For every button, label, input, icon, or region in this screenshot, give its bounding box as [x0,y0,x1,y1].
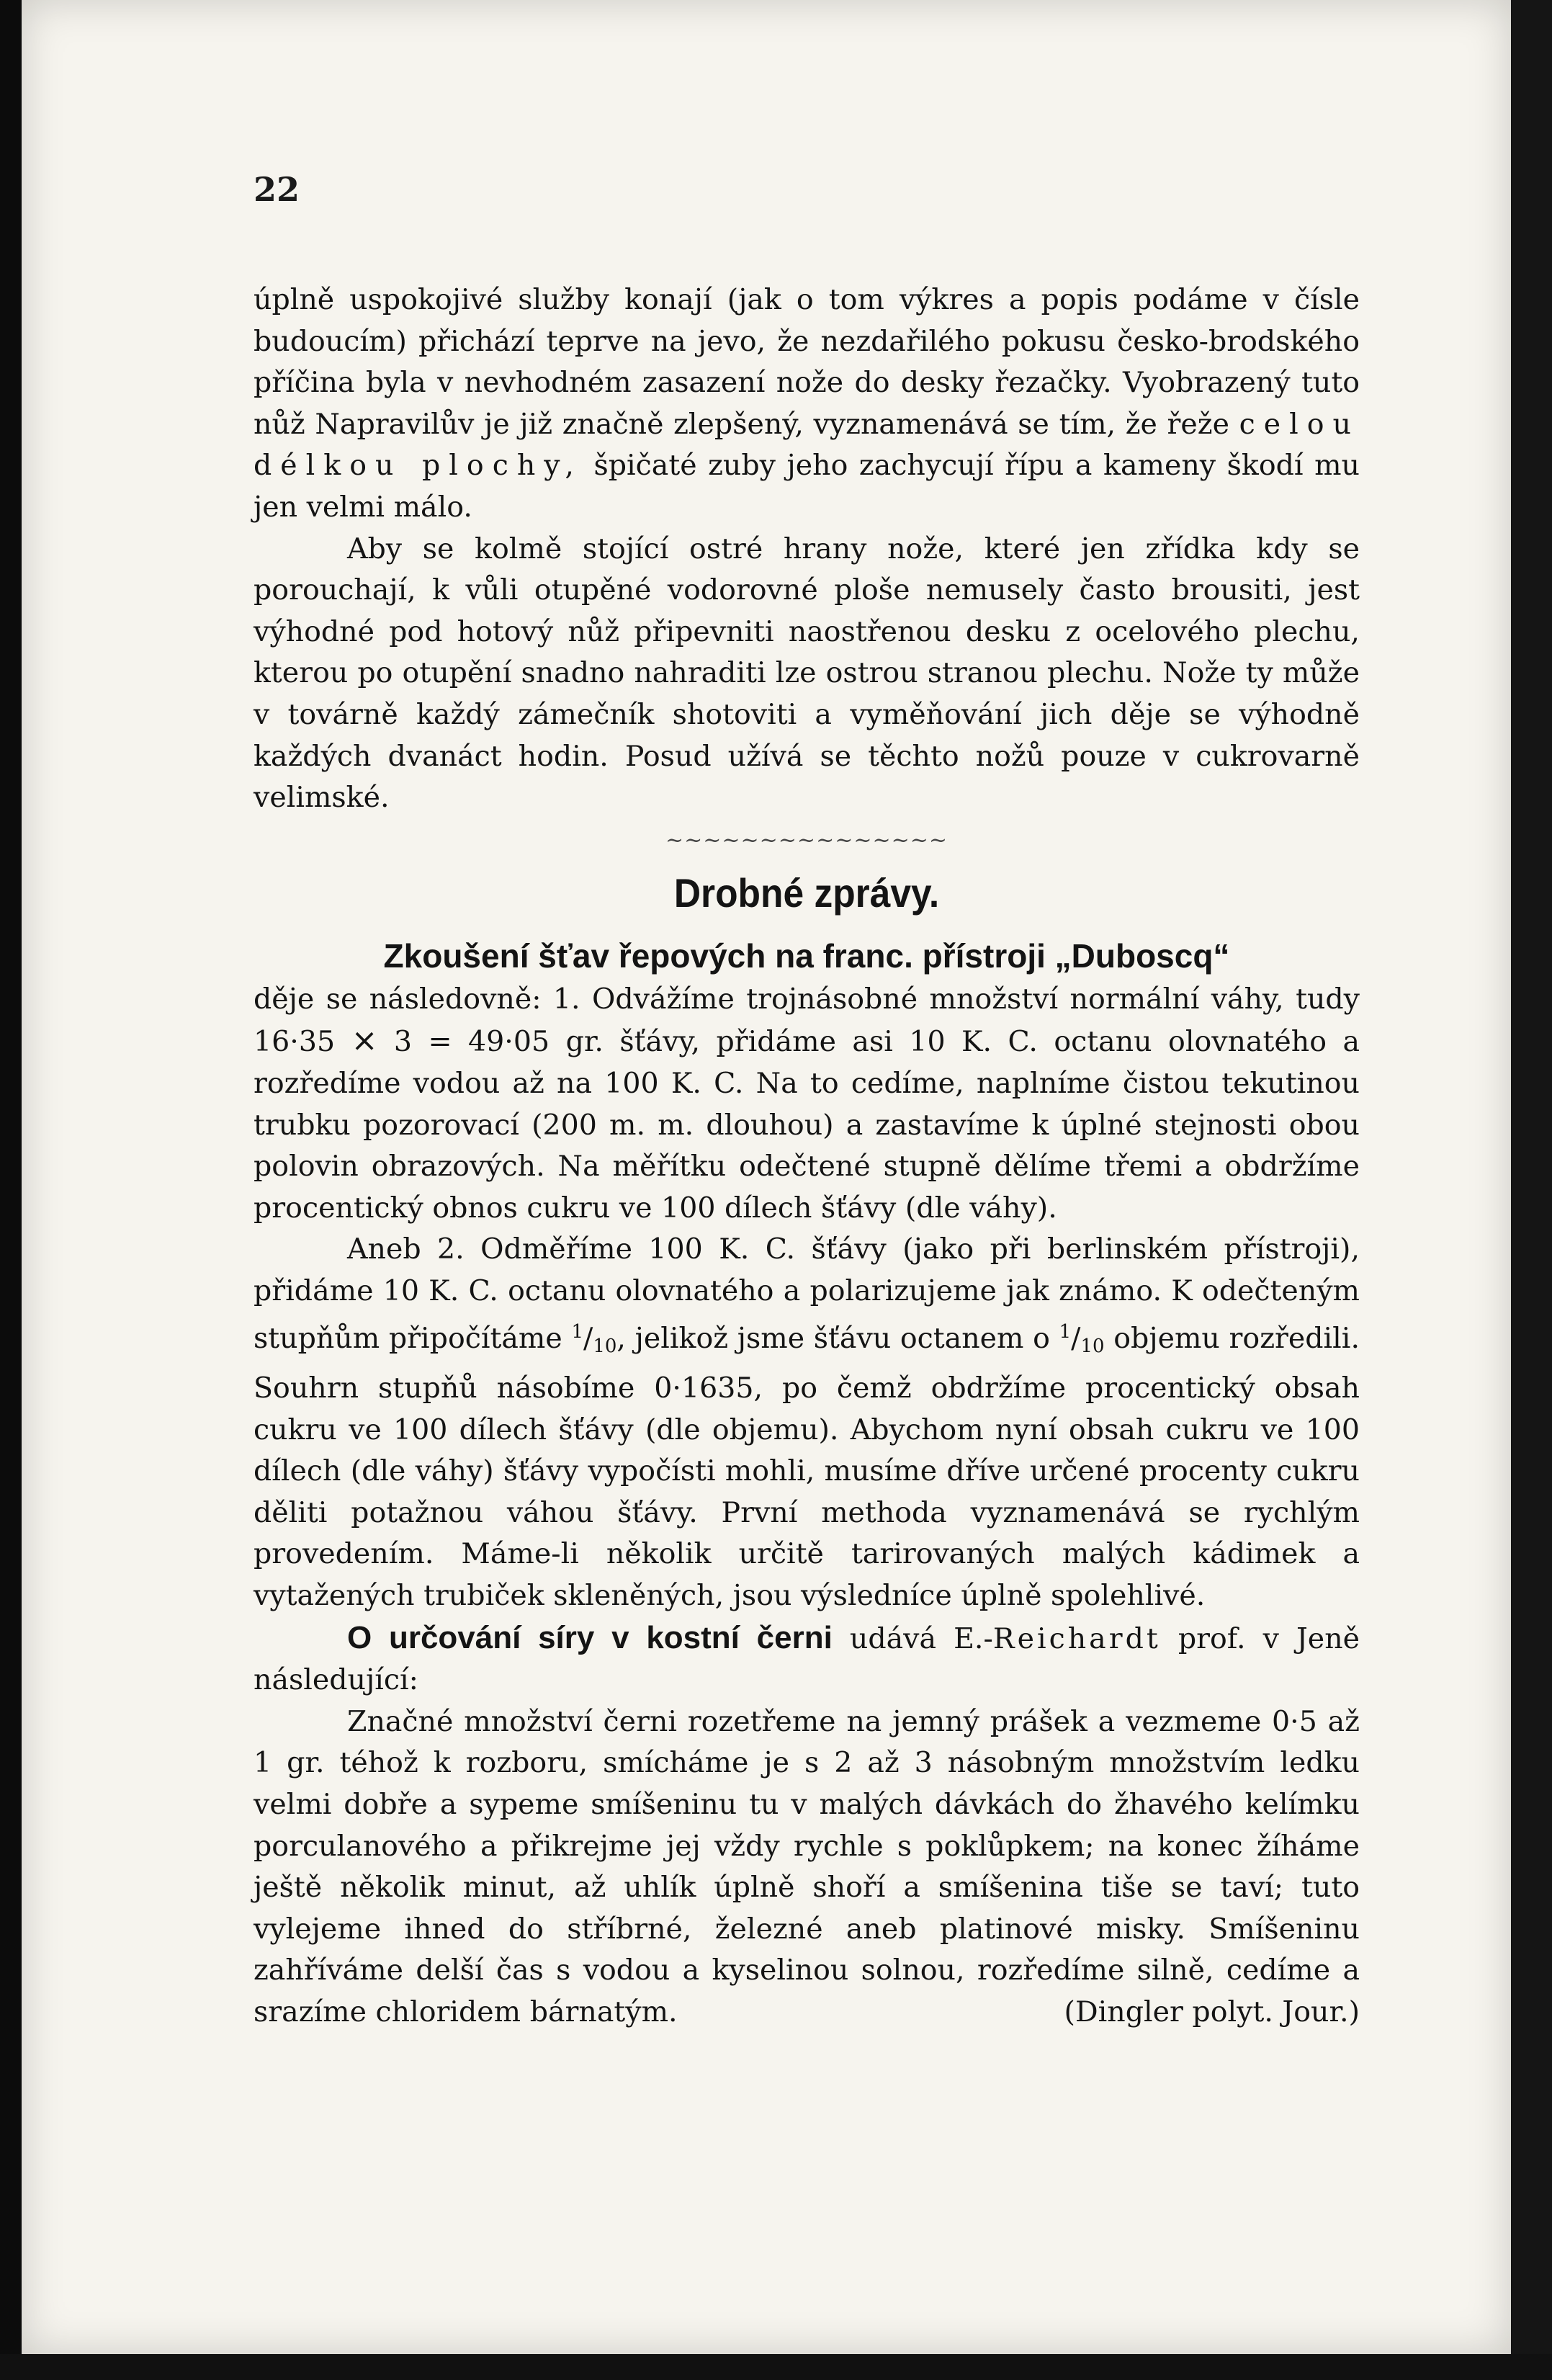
item-heading-duboscq: Zkoušení šťav řepových na franc. přístroji „Duboscq“ [383,936,1230,975]
article-paragraph-1: úplně uspokojivé služby konají (jak o tom výkres a popis podáme v čísle budoucím) přichází teprve na jevo, že nezdařilého pokusu česko-brodského příčina byla v nevhodném zasazení nože do desky řezačky. Vyobrazený tuto nůž Napravilův je již značně zlepšený, vyznamenává se tím, že řeže celou délkou plochy, špičaté zuby jeho zachycují řípu a kameny škodí mu jen velmi málo. [254,283,1360,524]
page-body [254,279,1360,2034]
article-paragraph-2: Aby se kolmě stojící ostré hrany nože, které jen zřídka kdy se porouchají, k vůli otupěné vodorovné ploše nemusely často brousiti, jest výhodné pod hotový nůž připevniti naostřenou desku z ocelového plechu, kterou po otupění snadno nahraditi lze ostrou stranou plechu. Nože ty může v továrně každý zámečník shotoviti a vyměňování jich děje se výhodně každých dvanáct hodin. Posud užívá se těchto nožů pouze v cukrovarně velimské. [254,532,1360,815]
scan-edge-bottom [0,2354,1552,2380]
item1-paragraph-1: děje se následovně: 1. Odvážíme trojnásobné množství normální váhy, tudy 16·35 × 3 = 49·05 gr. šťávy, přidáme asi 10 K. C. octanu olovnatého a rozředíme vodou až na 100 K. C. Na to cedíme, naplníme čistou tekutinou trubku pozorovací (200 m. m. dlouhou) a zastavíme k úplné stejnosti obou polovin obrazových. Na měřítku odečtené stupně dělíme třemi a obdržíme procentický obnos cukru ve 100 dílech šťávy (dle váhy). [254,982,1360,1225]
item-heading-sulfur: O určování síry v kostní černi [347,1619,833,1655]
page-number: 22 [254,170,300,209]
spaced-emphasis: celou délkou plochy, [254,407,1360,483]
ornament-divider: ~~~~~~~~~~~~~~~ [665,827,948,853]
item1-paragraph-2: Aneb 2. Odměříme 100 K. C. šťávy (jako při berlinském přístroji), přidáme 10 K. C. octanu olovnatého a polarizujeme jak známo. K odečteným stupňům připočítáme $^1/_{10}$, jelikož jsme šťávu octanem o $^1/_{10}$ objemu rozředili. Souhrn stupňů násobíme 0·1635, po čemž obdržíme procentický obsah cukru ve 100 dílech šťávy (dle objemu). Abychom nyní obsah cukru ve 100 dílech (dle váhy) šťávy vypočísti mohli, musíme dříve určené procenty cukru děliti potažnou váhou šťávy. První methoda vyznamenává se rychlým provedením. Máme-li několik určitě tarirovaných malých kádimek a vytažených trubiček skleněných, jsou výsledníce úplně spolehlivé. [254,1232,1360,1613]
item2-paragraph-1: Značné množství černi rozetřeme na jemný prášek a vezmeme 0·5 až 1 gr. téhož k rozboru, smícháme je s 2 až 3 násobným množstvím ledku velmi dobře a sypeme smíšeninu tu v malých dávkách do žhavého kelímku porculanového a přikrejme jej vždy rychle s poklůpkem; na konec žíháme ještě několik minut, až uhlík úplně shoří a smíšenina tiše se taví; tuto vylejeme ihned do stříbrné, železné aneb platinové misky. Smíšeninu zahříváme delší čas s vodou a kyselinou solnou, rozředíme silně, cedíme a srazíme chloridem bárnatým. (Dingler polyt. Jour.) [254,1701,1360,2034]
scan-edge-right [1511,0,1552,2380]
author-name: Reichardt [992,1621,1161,1655]
citation: (Dingler polyt. Jour.) [1064,1995,1360,2028]
section-title: Drobné zprávy. [673,869,940,916]
multiply-sign: × [351,1022,378,1060]
item2-intro: O určování síry v kostní černi udává E.-Reichardt prof. v Jeně následující: [254,1619,1360,1697]
fraction-tenth-2: $^1/_{10}$ [1059,1321,1105,1358]
fraction-tenth: $^1/_{10}$ [571,1321,617,1358]
